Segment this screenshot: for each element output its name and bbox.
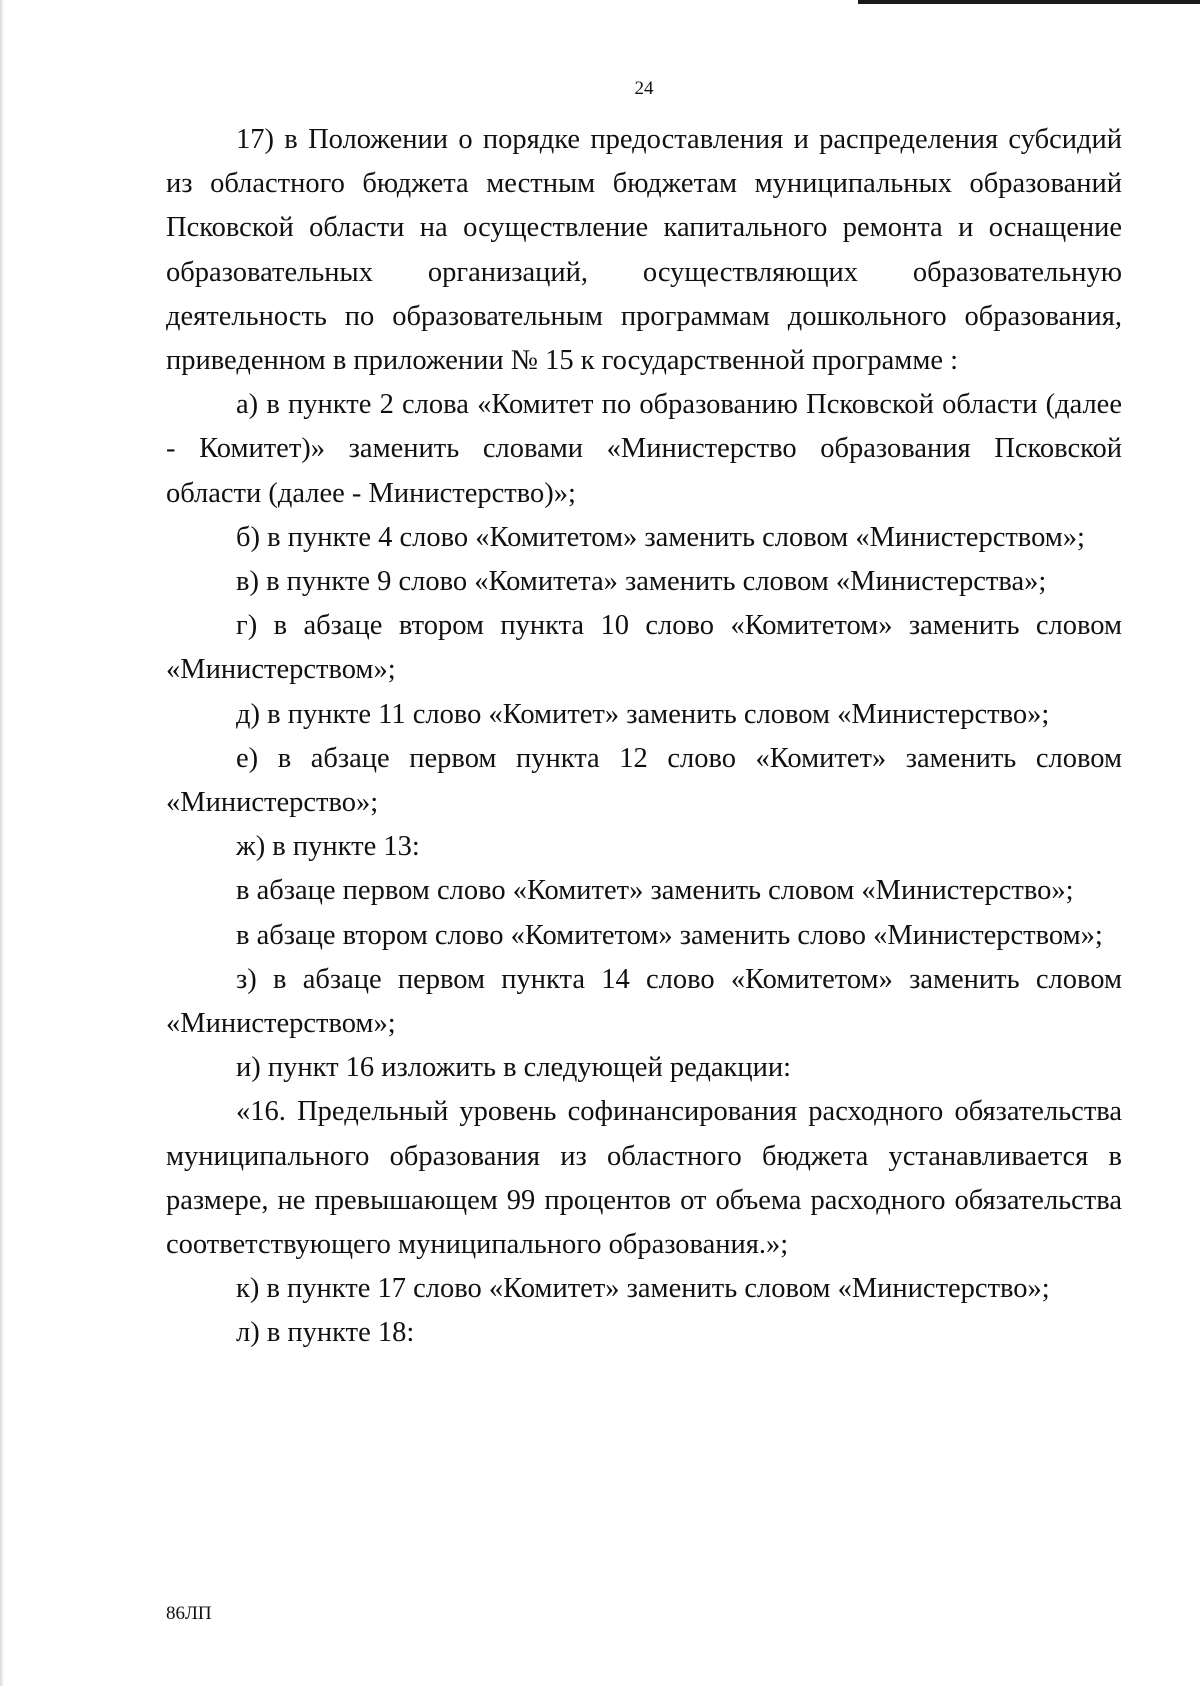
paragraph-subitem-g: г) в абзаце втором пункта 10 слово «Комитетом» заменить словом «Министерством»;: [166, 610, 1122, 686]
paragraph-point-16-text: «16. Предельный уровень софинансирования расходного обязательства муниципального образования из областного бюджета устанавливается в размере, не превышающем 99 процентов от объема расходного обязательства соответствующего муниципального образования.»;: [166, 1096, 1122, 1261]
scan-edge-shadow: [0, 0, 4, 1686]
paragraph-subitem-b: б) в пункте 4 слово «Комитетом» заменить словом «Министерством»;: [236, 521, 1085, 553]
paragraph-subitem-v: в) в пункте 9 слово «Комитета» заменить словом «Министерства»;: [236, 566, 1047, 598]
document-code: 86ЛП: [166, 1603, 212, 1624]
paragraph-subitem-i: и) пункт 16 изложить в следующей редакции:: [236, 1052, 792, 1084]
paragraph-item-17: 17) в Положении о порядке предоставления и распределения субсидий из областного бюджета местным бюджетам муниципальных образований Псковской области на осуществление капитального ремонта и оснащение образовательных организаций, осуществляющих образовательную деятельность по образовательным программам дошкольного образования, приведенном в приложении № 15 к государственной программе :: [166, 124, 1122, 377]
paragraph-subitem-d: д) в пункте 11 слово «Комитет» заменить словом «Министерство»;: [236, 698, 1050, 730]
paragraph-subitem-l: л) в пункте 18:: [236, 1317, 415, 1349]
page-number: 24: [634, 78, 654, 99]
paragraph-subitem-zh-second: в абзаце втором слово «Комитетом» заменить слово «Министерством»;: [236, 919, 1103, 951]
paragraph-subitem-k: к) в пункте 17 слово «Комитет» заменить словом «Министерство»;: [236, 1273, 1050, 1305]
paragraph-subitem-zh: ж) в пункте 13:: [236, 831, 420, 863]
paragraph-subitem-zh-first: в абзаце первом слово «Комитет» заменить словом «Министерство»;: [236, 875, 1074, 907]
document-body: [166, 118, 1122, 1356]
paragraph-subitem-a: а) в пункте 2 слова «Комитет по образованию Псковской области (далее - Комитет)» заменить словами «Министерство образования Псковской области (далее - Министерство)»;: [166, 389, 1122, 509]
paragraph-subitem-e: е) в абзаце первом пункта 12 слово «Комитет» заменить словом «Министерство»;: [166, 742, 1122, 819]
top-rule-line: [858, 0, 1200, 4]
paragraph-subitem-z: з) в абзаце первом пункта 14 слово «Комитетом» заменить словом «Министерством»;: [166, 963, 1122, 1040]
